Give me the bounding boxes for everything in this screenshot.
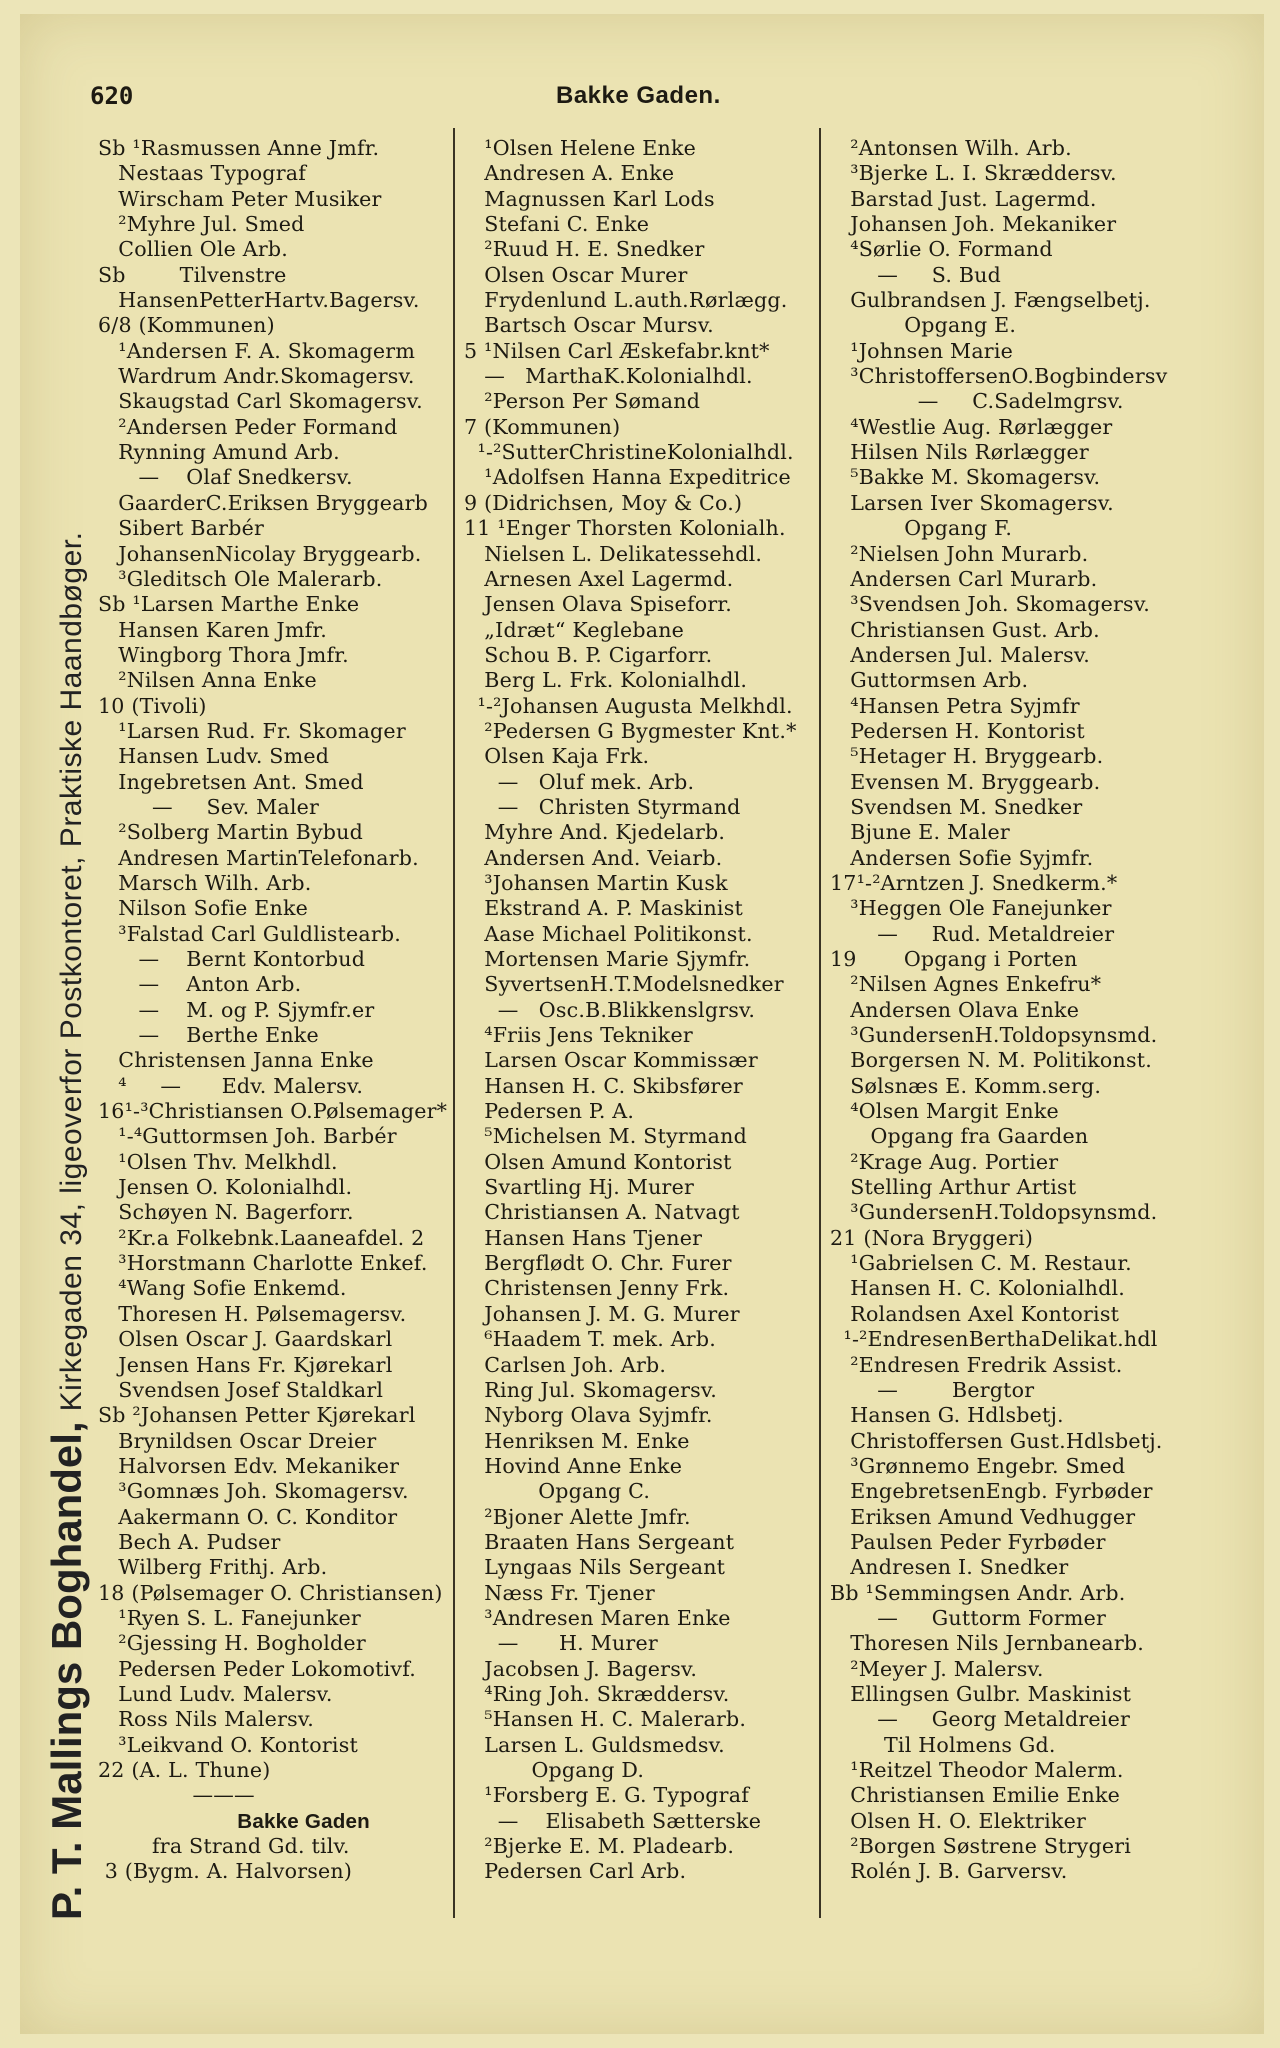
directory-entry: Nestaas Typograf (98, 161, 307, 186)
directory-entry: ¹-⁴Guttormsen Joh. Barbér (98, 1124, 397, 1149)
directory-entry: ⁴Hansen Petra Syjmfr (830, 693, 1080, 718)
directory-entry: ¹Reitzel Theodor Malerm. (830, 1758, 1124, 1782)
directory-entry: Christensen Janna Enke (98, 1048, 374, 1073)
directory-entry: Hansen Ludv. Smed (98, 744, 330, 769)
directory-entry: ³GundersenH.Toldopsynsmd. (830, 1023, 1158, 1048)
directory-entry: Nielsen L. Delikatessehdl. (464, 541, 763, 566)
directory-entry: Larsen L. Guldsmedsv. (464, 1732, 725, 1757)
directory-entry: Skaugstad Carl Skomagersv. (98, 389, 423, 414)
directory-entry: Jensen Hans Fr. Kjørekarl (98, 1352, 393, 1377)
directory-entry: Johansen Joh. Mekaniker (830, 212, 1117, 237)
directory-entry: 22 (A. L. Thune) (98, 1758, 271, 1782)
directory-entry: Olsen H. O. Elektriker (830, 1808, 1086, 1833)
directory-entry: Halvorsen Edv. Mekaniker (98, 1453, 400, 1478)
directory-entry: ⁴Olsen Margit Enke (830, 1099, 1059, 1124)
directory-entry: Olsen Oscar Murer (464, 262, 688, 287)
directory-entry: Ross Nils Malersv. (98, 1707, 315, 1732)
directory-entry: — MarthaK.Kolonialhdl. (464, 364, 753, 389)
directory-entry: Hansen H. C. Kolonialhdl. (830, 1276, 1125, 1301)
directory-entry: — Berthe Enke (98, 1023, 319, 1048)
directory-entry: ¹Olsen Thv. Melkhdl. (98, 1149, 338, 1174)
directory-entry: ²Endresen Fredrik Assist. (830, 1352, 1123, 1377)
directory-entry: ⁴Ring Joh. Skræddersv. (464, 1681, 730, 1706)
directory-entry: 18 (Pølsemager O. Christiansen) (98, 1580, 443, 1605)
directory-entry: HansenPetterHartv.Bagersv. (98, 288, 420, 313)
column-divider (453, 128, 455, 1918)
directory-entry: Christiansen Emilie Enke (830, 1783, 1121, 1808)
directory-entry: Andersen Sofie Syjmfr. (830, 845, 1094, 870)
directory-entry: 7 (Kommunen) (464, 414, 621, 439)
directory-entry: ³Horstmann Charlotte Enkef. (98, 1251, 428, 1276)
directory-entry: Hansen H. C. Skibsfører (464, 1073, 743, 1098)
directory-entry: ³Bjerke L. I. Skræddersv. (830, 161, 1117, 186)
directory-entry: Nyborg Olava Syjmfr. (464, 1403, 713, 1428)
directory-entry: ¹Gabrielsen C. M. Restaur. (830, 1251, 1132, 1276)
directory-entry: Frydenlund L.auth.Rørlægg. (464, 288, 788, 313)
directory-entry: Arnesen Axel Lagermd. (464, 566, 734, 591)
directory-entry: Andresen I. Snedker (830, 1555, 1069, 1580)
directory-entry: Bb ¹Semmingsen Andr. Arb. (830, 1580, 1126, 1605)
directory-entry: Ingebretsen Ant. Smed (98, 769, 364, 794)
directory-entry: ¹Andersen F. A. Skomagerm (98, 338, 416, 363)
directory-entry: — C.Sadelmgrsv. (830, 389, 1124, 414)
directory-entry: ¹Olsen Helene Enke (464, 136, 697, 160)
directory-entry: ——— (98, 1783, 255, 1808)
directory-entry: Olsen Kaja Frk. (464, 744, 650, 769)
directory-entry: Opgang fra Gaarden (830, 1124, 1089, 1149)
directory-entry: ³Gleditsch Ole Malerarb. (98, 566, 383, 591)
directory-entry: — Rud. Metaldreier (830, 921, 1115, 946)
directory-entry: Gulbrandsen J. Fængselbetj. (830, 288, 1151, 313)
directory-column-3 (830, 136, 1192, 1885)
directory-entry: Stelling Arthur Artist (830, 1175, 1077, 1200)
directory-entry: — Bernt Kontorbud (98, 947, 366, 971)
directory-entry: Jensen O. Kolonialhdl. (98, 1175, 353, 1200)
directory-entry: — Georg Metaldreier (830, 1707, 1131, 1732)
directory-entry: ²Krage Aug. Portier (830, 1149, 1059, 1174)
directory-entry: Andresen MartinTelefonarb. (98, 845, 419, 870)
directory-entry: ²Antonsen Wilh. Arb. (830, 136, 1072, 160)
directory-entry: Eriksen Amund Vedhugger (830, 1504, 1136, 1529)
directory-entry: 19 Opgang i Porten (830, 947, 1078, 971)
directory-entry: ³Leikvand O. Kontorist (98, 1732, 358, 1757)
directory-entry: ⁴Wang Sofie Enkemd. (98, 1276, 347, 1301)
directory-entry: ²Myhre Jul. Smed (98, 212, 305, 237)
directory-entry: Christiansen Gust. Arb. (830, 617, 1100, 642)
directory-entry: Ring Jul. Skomagersv. (464, 1377, 718, 1402)
directory-entry: 10 (Tivoli) (98, 693, 207, 718)
directory-entry: ¹Johnsen Marie (830, 338, 1014, 363)
directory-entry: Pedersen P. A. (464, 1099, 635, 1124)
directory-entry: ²Gjessing H. Bogholder (98, 1631, 366, 1656)
directory-entry: Pedersen Peder Lokomotivf. (98, 1656, 417, 1681)
directory-entry: ³Grønnemo Engebr. Smed (830, 1453, 1126, 1478)
directory-entry: — Anton Arb. (98, 972, 302, 997)
directory-entry: Lyngaas Nils Sergeant (464, 1555, 726, 1580)
directory-entry: Johansen J. M. G. Murer (464, 1301, 740, 1326)
directory-entry: — Oluf mek. Arb. (464, 769, 695, 794)
directory-entry: Borgersen N. M. Politikonst. (830, 1048, 1152, 1073)
directory-entry: Aakermann O. C. Konditor (98, 1504, 398, 1529)
directory-entry: ²Nielsen John Murarb. (830, 541, 1089, 566)
directory-entry: Schou B. P. Cigarforr. (464, 642, 713, 667)
directory-entry: Berg L. Frk. Kolonialhdl. (464, 668, 748, 693)
directory-entry: ³Svendsen Joh. Skomagersv. (830, 592, 1150, 617)
directory-entry: Marsch Wilh. Arb. (98, 870, 312, 895)
directory-entry: Wirscham Peter Musiker (98, 186, 382, 211)
directory-entry: Wardrum Andr.Skomagersv. (98, 364, 415, 389)
directory-entry: Svendsen M. Snedker (830, 794, 1083, 819)
directory-entry: — Olaf Snedkersv. (98, 465, 353, 490)
directory-entry: ⁵Bakke M. Skomagersv. (830, 465, 1101, 490)
side-advertisement (36, 220, 98, 1920)
directory-entry: Rolén J. B. Garversv. (830, 1859, 1068, 1884)
directory-entry: Svartling Hj. Murer (464, 1175, 695, 1200)
directory-entry: Nilson Sofie Enke (98, 896, 309, 921)
directory-entry: Rynning Amund Arb. (98, 440, 340, 465)
running-head: Bakke Gaden. (556, 82, 721, 109)
directory-entry: ⁵Hetager H. Bryggearb. (830, 744, 1104, 769)
directory-entry: Larsen Iver Skomagersv. (830, 490, 1114, 515)
directory-entry: 5 ¹Nilsen Carl Æskefabr.knt* (464, 338, 770, 363)
directory-entry: Hovind Anne Enke (464, 1453, 683, 1478)
directory-entry: ²Ruud H. E. Snedker (464, 237, 705, 262)
directory-entry: Pedersen H. Kontorist (830, 718, 1085, 743)
directory-entry: Til Holmens Gd. (830, 1732, 1056, 1757)
directory-entry: ²Solberg Martin Bybud (98, 820, 364, 845)
directory-entry: ¹Larsen Rud. Fr. Skomager (98, 718, 406, 743)
directory-entry: Christiansen A. Natvagt (464, 1200, 740, 1225)
directory-entry: 17¹-²Arntzen J. Snedkerm.* (830, 870, 1118, 895)
directory-entry: ³Gomnæs Joh. Skomagersv. (98, 1479, 409, 1504)
page-header (90, 82, 1220, 118)
directory-entry: Wilberg Frithj. Arb. (98, 1555, 328, 1580)
directory-entry: Henriksen M. Enke (464, 1428, 690, 1453)
directory-entry: Bartsch Oscar Mursv. (464, 313, 714, 338)
directory-entry: Andersen And. Veiarb. (464, 845, 723, 870)
directory-entry: Ellingsen Gulbr. Maskinist (830, 1681, 1132, 1706)
directory-entry: ²Bjerke E. M. Pladearb. (464, 1834, 735, 1859)
directory-entry: ¹-²SutterChristineKolonialhdl. (464, 440, 794, 465)
directory-entry: Andersen Jul. Malersv. (830, 642, 1091, 667)
directory-entry: ¹-²Johansen Augusta Melkhdl. (464, 693, 793, 718)
directory-entry: Sb ¹Rasmussen Anne Jmfr. (98, 136, 380, 160)
directory-entry: 16¹-³Christiansen O.Pølsemager* (98, 1099, 448, 1124)
directory-entry: ²Meyer J. Malersv. (830, 1656, 1044, 1681)
directory-column-1 (98, 136, 450, 1885)
directory-entry: Olsen Amund Kontorist (464, 1149, 732, 1174)
directory-entry: Carlsen Joh. Arb. (464, 1352, 667, 1377)
directory-entry: Ekstrand A. P. Maskinist (464, 896, 743, 921)
directory-entry: Bakke Gaden (178, 1809, 370, 1833)
directory-entry: Christoffersen Gust.Hdlsbetj. (830, 1428, 1163, 1453)
directory-entry: ²Kr.a Folkebnk.Laaneafdel. 2 (98, 1225, 425, 1250)
directory-entry: Opgang E. (830, 313, 1017, 338)
directory-entry: ⁴Sørlie O. Formand (830, 237, 1053, 262)
directory-column-2 (464, 136, 816, 1885)
side-ad-publisher: P. T. Mallings Boghandel, (43, 1421, 90, 1920)
directory-entry: ⁴Friis Jens Tekniker (464, 1023, 693, 1048)
directory-entry: ⁵Michelsen M. Styrmand (464, 1124, 747, 1149)
directory-entry: ⁶Haadem T. mek. Arb. (464, 1327, 716, 1352)
directory-entry: Pedersen Carl Arb. (464, 1859, 687, 1884)
directory-entry: Sibert Barbér (98, 516, 265, 541)
directory-entry: ²Nilsen Agnes Enkefru* (830, 972, 1102, 997)
directory-entry: Svendsen Josef Staldkarl (98, 1377, 384, 1402)
directory-entry: — Osc.B.Blikkenslgrsv. (464, 997, 756, 1022)
directory-entry: Evensen M. Bryggearb. (830, 769, 1101, 794)
directory-entry: Olsen Oscar J. Gaardskarl (98, 1327, 393, 1352)
directory-entry: „Idræt“ Keglebane (464, 617, 685, 642)
directory-entry: Thoresen H. Pølsemagersv. (98, 1301, 407, 1326)
directory-entry: Hansen G. Hdlsbetj. (830, 1403, 1064, 1428)
directory-entry: Andersen Olava Enke (830, 997, 1080, 1022)
directory-entry: Brynildsen Oscar Dreier (98, 1428, 377, 1453)
directory-entry: ³Andresen Maren Enke (464, 1605, 731, 1630)
directory-entry: Paulsen Peder Fyrbøder (830, 1529, 1106, 1554)
directory-entry: — Elisabeth Sætterske (464, 1808, 762, 1833)
directory-entry: Hansen Hans Tjener (464, 1225, 703, 1250)
directory-entry: ²Borgen Søstrene Strygeri (830, 1834, 1132, 1859)
directory-entry: Thoresen Nils Jernbanearb. (830, 1631, 1145, 1656)
directory-entry: ²Bjoner Alette Jmfr. (464, 1504, 691, 1529)
directory-entry: Bjune E. Maler (830, 820, 1010, 845)
directory-entry: — Sev. Maler (98, 794, 320, 819)
directory-entry: Sb Tilvenstre (98, 262, 287, 287)
directory-entry: SyvertsenH.T.Modelsnedker (464, 972, 784, 997)
directory-entry: Wingborg Thora Jmfr. (98, 642, 349, 667)
directory-entry: ¹Ryen S. L. Fanejunker (98, 1605, 361, 1630)
directory-entry: ²Person Per Sømand (464, 389, 701, 414)
directory-entry: — Christen Styrmand (464, 794, 741, 819)
directory-entry: Magnussen Karl Lods (464, 186, 715, 211)
side-ad-text: Kirkegaden 34, ligeoverfor Postkontoret, Praktiske Haandbøger. (55, 531, 88, 1412)
directory-entry: ¹Forsberg E. G. Typograf (464, 1783, 750, 1808)
directory-entry: JohansenNicolay Bryggearb. (98, 541, 422, 566)
directory-entry: Andersen Carl Murarb. (830, 566, 1098, 591)
directory-entry: Christensen Jenny Frk. (464, 1276, 730, 1301)
directory-entry: Barstad Just. Lagermd. (830, 186, 1097, 211)
directory-entry: Aase Michael Politikonst. (464, 921, 753, 946)
directory-entry: ¹-²EndresenBerthaDelikat.hdl (830, 1327, 1158, 1352)
directory-entry: Opgang C. (464, 1479, 651, 1504)
directory-entry: — H. Murer (464, 1631, 658, 1656)
directory-entry: Myhre And. Kjedelarb. (464, 820, 726, 845)
directory-entry: Andresen A. Enke (464, 161, 675, 186)
directory-entry: — S. Bud (830, 262, 1001, 287)
directory-entry: GaarderC.Eriksen Bryggearb (98, 490, 429, 515)
directory-entry: Opgang F. (830, 516, 1013, 541)
directory-entry: ²Pedersen G Bygmester Knt.* (464, 718, 797, 743)
directory-entry: ³Heggen Ole Fanejunker (830, 896, 1112, 921)
directory-entry: EngebretsenEngb. Fyrbøder (830, 1479, 1153, 1504)
directory-entry: ⁴ — Edv. Malersv. (98, 1073, 364, 1098)
column-divider (819, 128, 821, 1918)
directory-entry: Braaten Hans Sergeant (464, 1529, 735, 1554)
directory-entry: Rolandsen Axel Kontorist (830, 1301, 1120, 1326)
directory-entry: Opgang D. (464, 1758, 645, 1782)
directory-entry: Hansen Karen Jmfr. (98, 617, 327, 642)
directory-entry: Larsen Oscar Kommissær (464, 1048, 758, 1073)
directory-entry: ⁴Westlie Aug. Rørlægger (830, 414, 1113, 439)
directory-entry: Bech A. Pudser (98, 1529, 281, 1554)
directory-entry: 6/8 (Kommunen) (98, 313, 275, 338)
directory-entry: 21 (Nora Bryggeri) (830, 1225, 1034, 1250)
directory-entry: Sb ²Johansen Petter Kjørekarl (98, 1403, 416, 1428)
directory-entry: ²Andersen Peder Formand (98, 414, 398, 439)
directory-entry: — M. og P. Sjymfr.er (98, 997, 375, 1022)
directory-entry: Jacobsen J. Bagersv. (464, 1656, 698, 1681)
directory-entry: 9 (Didrichsen, Moy & Co.) (464, 490, 743, 515)
directory-entry: Collien Ole Arb. (98, 237, 288, 262)
directory-entry: — Guttorm Former (830, 1605, 1107, 1630)
directory-entry: Sb ¹Larsen Marthe Enke (98, 592, 360, 617)
directory-entry: fra Strand Gd. tilv. (98, 1834, 350, 1859)
directory-entry: Bergflødt O. Chr. Furer (464, 1251, 732, 1276)
directory-entry: ¹Adolfsen Hanna Expeditrice (464, 465, 791, 490)
directory-entry: ³Johansen Martin Kusk (464, 870, 728, 895)
directory-entry: ³GundersenH.Toldopsynsmd. (830, 1200, 1158, 1225)
directory-entry: Guttormsen Arb. (830, 668, 1029, 693)
page-number: 620 (90, 82, 134, 110)
directory-entry: — Bergtor (830, 1377, 1035, 1402)
directory-entry: 11 ¹Enger Thorsten Kolonialh. (464, 516, 786, 541)
directory-entry: Sølsnæs E. Komm.serg. (830, 1073, 1102, 1098)
directory-entry: Schøyen N. Bagerforr. (98, 1200, 354, 1225)
directory-entry: ³Falstad Carl Guldlistearb. (98, 921, 402, 946)
directory-entry: Mortensen Marie Sjymfr. (464, 947, 751, 971)
directory-entry: ³ChristoffersenO.Bogbindersv (830, 364, 1168, 389)
directory-entry: Hilsen Nils Rørlægger (830, 440, 1089, 465)
directory-entry: Lund Ludv. Malersv. (98, 1681, 333, 1706)
directory-entry: Stefani C. Enke (464, 212, 650, 237)
directory-entry: ²Nilsen Anna Enke (98, 668, 317, 693)
directory-entry: Næss Fr. Tjener (464, 1580, 655, 1605)
directory-entry: ⁵Hansen H. C. Malerarb. (464, 1707, 747, 1732)
directory-entry: 3 (Bygm. A. Halvorsen) (98, 1859, 353, 1884)
directory-entry: Jensen Olava Spiseforr. (464, 592, 732, 617)
